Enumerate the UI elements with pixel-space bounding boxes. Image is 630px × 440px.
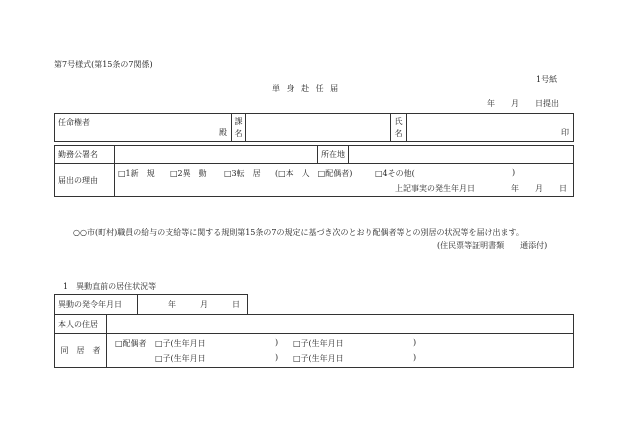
cohabitant-label: 同 居 者 <box>55 334 107 368</box>
child2-checkbox[interactable]: □子(生年月日 <box>293 339 344 348</box>
applicant-table <box>54 113 574 142</box>
section-label: 課 名 <box>232 114 246 142</box>
appointer-label: 任命権者 <box>58 118 90 127</box>
paper-size: 1号紙 <box>536 75 558 84</box>
child2-close: ) <box>413 338 417 347</box>
child3-checkbox[interactable]: □子(生年月日 <box>155 354 206 363</box>
reason-other-close: ) <box>512 168 516 177</box>
child1-checkbox[interactable]: □子(生年月日 <box>155 339 206 348</box>
order-date-label: 異動の発令年月日 <box>55 295 138 315</box>
name-field[interactable] <box>407 114 574 142</box>
residence-label: 本人の住居 <box>55 315 107 334</box>
location-field[interactable] <box>349 146 574 164</box>
section1-heading: 1 異動直前の居住状況等 <box>63 282 157 291</box>
honorific: 殿 <box>219 128 227 137</box>
statement-text: ○○市(町村)職員の給与の支給等に関する規則第15条の7の規定に基づき次のとおり配偶者等との別居の状況等を届け出ます。 <box>73 228 524 237</box>
reason-move-checkbox[interactable]: □3転 居 <box>224 169 261 178</box>
occurrence-label: 上記事実の発生年月日 <box>395 184 475 193</box>
reason-other-checkbox[interactable]: □4その他( <box>375 169 415 178</box>
occurrence-date[interactable]: 年 月 日 <box>511 184 567 193</box>
office-table <box>54 145 574 164</box>
submission-date: 年 月 日提出 <box>487 99 559 108</box>
order-date-table <box>54 294 248 315</box>
spouse-checkbox[interactable]: □配偶者 <box>115 339 147 348</box>
name-label: 氏 名 <box>391 114 407 142</box>
attachment-note: (住民票等証明書類 通添付) <box>437 241 548 250</box>
cohabitant-options <box>107 334 574 368</box>
office-field[interactable] <box>115 146 318 164</box>
residence-table <box>54 314 574 368</box>
reason-table <box>54 163 574 197</box>
reason-options <box>115 164 574 197</box>
order-date-field[interactable]: 年 月 日 <box>138 295 248 315</box>
office-label: 勤務公署名 <box>55 146 115 164</box>
reason-transfer-checkbox[interactable]: □2異 動 <box>170 169 207 178</box>
seal-mark: 印 <box>561 128 569 137</box>
reason-move-who[interactable]: (□本 人 □配偶者) <box>275 169 353 178</box>
child4-close: ) <box>413 353 417 362</box>
child4-checkbox[interactable]: □子(生年月日 <box>293 354 344 363</box>
residence-field[interactable] <box>107 315 574 334</box>
reason-label: 届出の理由 <box>55 164 115 197</box>
section-name-field[interactable] <box>246 114 391 142</box>
child1-close: ) <box>275 338 279 347</box>
reason-new-checkbox[interactable]: □1新 規 <box>118 169 155 178</box>
location-label: 所在地 <box>318 146 349 164</box>
form-title: 単 身 赴 任 届 <box>272 84 341 93</box>
child3-close: ) <box>275 353 279 362</box>
appointer-cell[interactable] <box>55 114 232 142</box>
form-number: 第7号様式(第15条の7関係) <box>54 60 153 69</box>
